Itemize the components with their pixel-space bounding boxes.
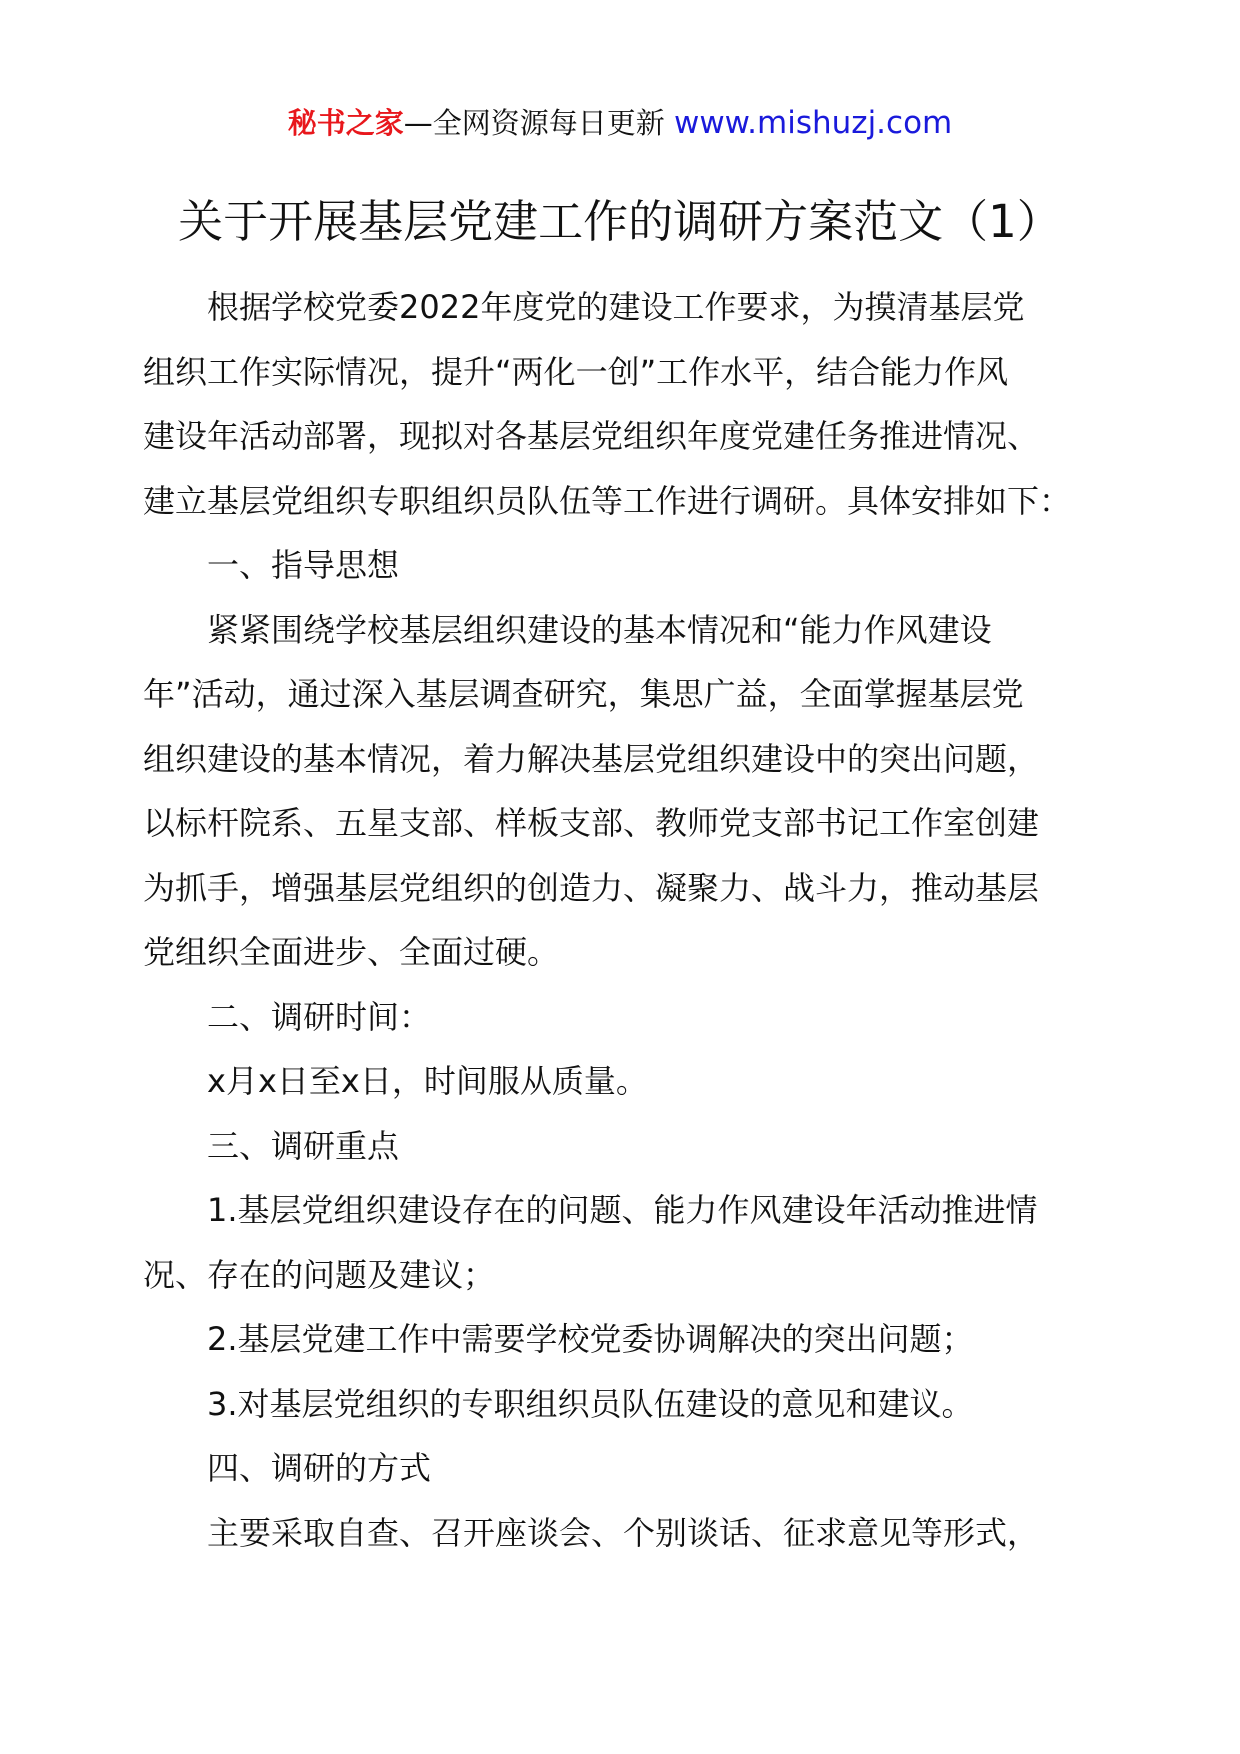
document-body bbox=[143, 275, 1103, 1565]
heading-research-time: 二、调研时间： bbox=[207, 997, 432, 1036]
heading-guiding-ideology: 一、指导思想 bbox=[207, 546, 400, 584]
list-item-focus-3: 3.对基层党组织的专职组织员队伍建设的意见和建议。 bbox=[207, 1384, 974, 1423]
document-title: 关于开展基层党建工作的调研方案范文（1） bbox=[178, 195, 1062, 248]
brand-name: 秘书之家 bbox=[287, 106, 404, 140]
list-item-focus-1: 1.基层党组织建设存在的问题、能力作风建设年活动推进情 况、存在的问题及建议； bbox=[143, 1191, 1038, 1294]
heading-research-focus: 三、调研重点 bbox=[207, 1126, 400, 1165]
header-tagline: —全网资源每日更新 bbox=[403, 106, 674, 140]
paragraph-research-time: x月x日至x日，时间服从质量。 bbox=[207, 1062, 648, 1100]
site-header bbox=[0, 103, 1240, 143]
list-item-focus-2: 2.基层党建工作中需要学校党委协调解决的突出问题； bbox=[207, 1320, 974, 1358]
paragraph-research-method: 主要采取自查、召开座谈会、个别谈话、征求意见等形式， bbox=[207, 1513, 1040, 1552]
heading-research-method: 四、调研的方式 bbox=[207, 1449, 432, 1487]
paragraph-guiding-ideology: 紧紧围绕学校基层组织建设的基本情况和“能力作风建设 年”活动，通过深入基层调查研究，集思广益，全面掌握基层党 组织建设的基本情况，着力解决基层党组织建设中的突出问题， 以标杆院系、五星支部、样板支部、教师党支部书记工作室创建 为抓手，增强基层党组织的创造力、凝聚力、战斗力，推动基层 党组织全面进步、全面过硬。 bbox=[143, 610, 1040, 971]
site-url-link[interactable]: www.mishuzj.com bbox=[673, 105, 953, 141]
paragraph-intro: 根据学校党委2022年度党的建设工作要求，为摸清基层党 组织工作实际情况，提升“两化一创”工作水平，结合能力作风 建设年活动部署，现拟对各基层党组织年度党建任务推进情况、 建立基层党组织专职组织员队伍等工作进行调研。具体安排如下： bbox=[143, 288, 1072, 520]
